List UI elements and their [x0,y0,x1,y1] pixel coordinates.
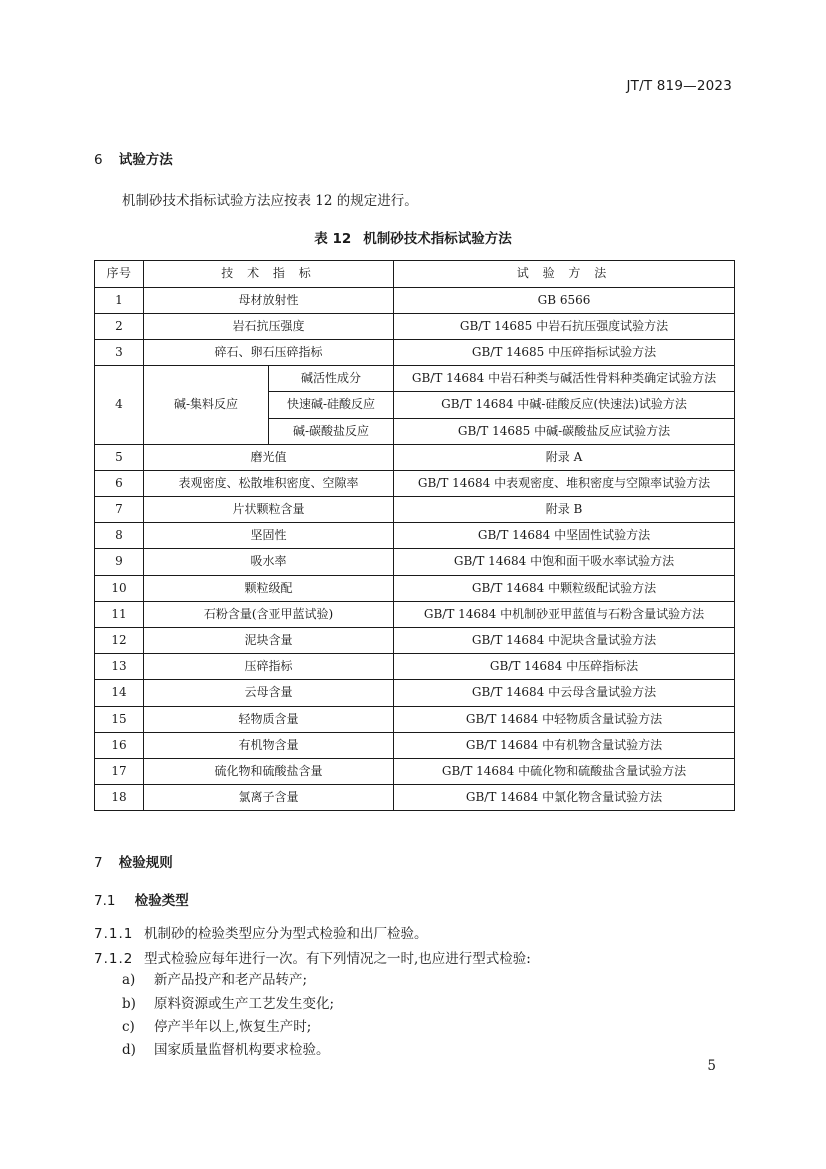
cell-sub-indicator: 碱-碳酸盐反应 [269,418,394,444]
list-marker: d) [122,1042,136,1058]
cell-no: 8 [95,523,144,549]
cell-indicator: 坚固性 [144,523,394,549]
section-7-1-heading [94,889,189,909]
section-title: 检验规则 [118,855,173,871]
clause-number: 7.1.2 [94,951,134,967]
table-row [95,628,735,654]
section-number: 7 [94,855,103,871]
cell-method: GB/T 14684 中轻物质含量试验方法 [394,706,735,732]
header-indicator: 技 术 指 标 [144,261,394,288]
table-row [95,339,735,365]
cell-no: 2 [95,313,144,339]
cell-indicator: 泥块含量 [144,628,394,654]
cell-no: 10 [95,575,144,601]
cell-sub-indicator: 快速碱-硅酸反应 [269,392,394,418]
cell-no: 14 [95,680,144,706]
clause-7-1-2 [94,947,531,967]
table-row [95,549,735,575]
section-number: 7.1 [94,893,116,909]
cell-indicator: 岩石抗压强度 [144,313,394,339]
cell-no: 12 [95,628,144,654]
cell-method: GB/T 14684 中机制砂亚甲蓝值与石粉含量试验方法 [394,601,735,627]
clause-text: 型式检验应每年进行一次。有下列情况之一时,也应进行型式检验: [144,951,531,967]
cell-indicator: 表观密度、松散堆积密度、空隙率 [144,470,394,496]
list-item [122,992,334,1012]
cell-indicator: 片状颗粒含量 [144,497,394,523]
cell-method: GB/T 14684 中氯化物含量试验方法 [394,785,735,811]
list-item-text: 国家质量监督机构要求检验。 [154,1042,330,1058]
table-row [95,497,735,523]
list-marker: c) [122,1019,135,1035]
table-row [95,758,735,784]
section-6-heading [94,148,173,168]
table-row [95,654,735,680]
table-row [95,366,735,392]
standard-code: JT/T 819—2023 [626,78,732,94]
cell-indicator: 吸水率 [144,549,394,575]
cell-no: 16 [95,732,144,758]
header-no: 序号 [95,261,144,288]
list-item [122,1015,311,1035]
page-number: 5 [707,1058,716,1074]
cell-method: 附录 B [394,497,735,523]
test-method-table [94,260,735,811]
cell-no: 7 [95,497,144,523]
table-row [95,732,735,758]
cell-indicator: 颗粒级配 [144,575,394,601]
cell-method: GB/T 14684 中饱和面干吸水率试验方法 [394,549,735,575]
cell-no: 1 [95,287,144,313]
table-row [95,575,735,601]
table-row [95,706,735,732]
table-row [95,287,735,313]
clause-number: 7.1.1 [94,926,134,942]
list-item-text: 原料资源或生产工艺发生变化; [154,996,335,1012]
table-row [95,444,735,470]
cell-no: 9 [95,549,144,575]
cell-method: GB/T 14684 中岩石种类与碱活性骨料种类确定试验方法 [394,366,735,392]
list-marker: a) [122,972,136,988]
cell-indicator-group: 碱-集料反应 [144,366,269,445]
cell-indicator: 母材放射性 [144,287,394,313]
section-7-heading [94,851,173,871]
cell-no: 3 [95,339,144,365]
cell-indicator: 轻物质含量 [144,706,394,732]
cell-indicator: 云母含量 [144,680,394,706]
table-row [95,470,735,496]
cell-indicator: 有机物含量 [144,732,394,758]
cell-no: 5 [95,444,144,470]
table-title-text: 机制砂技术指标试验方法 [363,231,512,247]
cell-indicator: 压碎指标 [144,654,394,680]
list-item [122,968,307,988]
cell-method: GB/T 14685 中压碎指标试验方法 [394,339,735,365]
list-item [122,1038,330,1058]
cell-no: 18 [95,785,144,811]
cell-no: 15 [95,706,144,732]
cell-method: GB/T 14684 中有机物含量试验方法 [394,732,735,758]
cell-method: GB/T 14684 中云母含量试验方法 [394,680,735,706]
cell-method: GB/T 14684 中碱-硅酸反应(快速法)试验方法 [394,392,735,418]
list-item-text: 新产品投产和老产品转产; [154,972,308,988]
table-row [95,601,735,627]
cell-indicator: 碎石、卵石压碎指标 [144,339,394,365]
clause-text: 机制砂的检验类型应分为型式检验和出厂检验。 [144,926,428,942]
cell-no: 11 [95,601,144,627]
table-row [95,785,735,811]
section-title: 检验类型 [134,893,189,909]
cell-indicator: 石粉含量(含亚甲蓝试验) [144,601,394,627]
cell-method: 附录 A [394,444,735,470]
section-number: 6 [94,152,103,168]
list-marker: b) [122,996,136,1012]
cell-method: GB 6566 [394,287,735,313]
cell-no: 13 [95,654,144,680]
table-title [0,227,826,247]
table-row [95,313,735,339]
clause-7-1-1 [94,922,428,942]
cell-method: GB/T 14685 中碱-碳酸盐反应试验方法 [394,418,735,444]
intro-paragraph: 机制砂技术指标试验方法应按表 12 的规定进行。 [122,193,418,209]
table-row [95,680,735,706]
table-number: 表 12 [314,231,352,247]
cell-no: 17 [95,758,144,784]
cell-indicator: 磨光值 [144,444,394,470]
cell-method: GB/T 14684 中硫化物和硫酸盐含量试验方法 [394,758,735,784]
cell-method: GB/T 14684 中坚固性试验方法 [394,523,735,549]
cell-no: 4 [95,366,144,445]
list-item-text: 停产半年以上,恢复生产时; [154,1019,312,1035]
cell-method: GB/T 14684 中泥块含量试验方法 [394,628,735,654]
section-title: 试验方法 [118,152,173,168]
table-header-row [95,261,735,288]
cell-method: GB/T 14685 中岩石抗压强度试验方法 [394,313,735,339]
cell-method: GB/T 14684 中压碎指标法 [394,654,735,680]
header-method: 试 验 方 法 [394,261,735,288]
cell-method: GB/T 14684 中颗粒级配试验方法 [394,575,735,601]
cell-sub-indicator: 碱活性成分 [269,366,394,392]
cell-method: GB/T 14684 中表观密度、堆积密度与空隙率试验方法 [394,470,735,496]
cell-indicator: 硫化物和硫酸盐含量 [144,758,394,784]
table-row [95,523,735,549]
cell-indicator: 氯离子含量 [144,785,394,811]
cell-no: 6 [95,470,144,496]
